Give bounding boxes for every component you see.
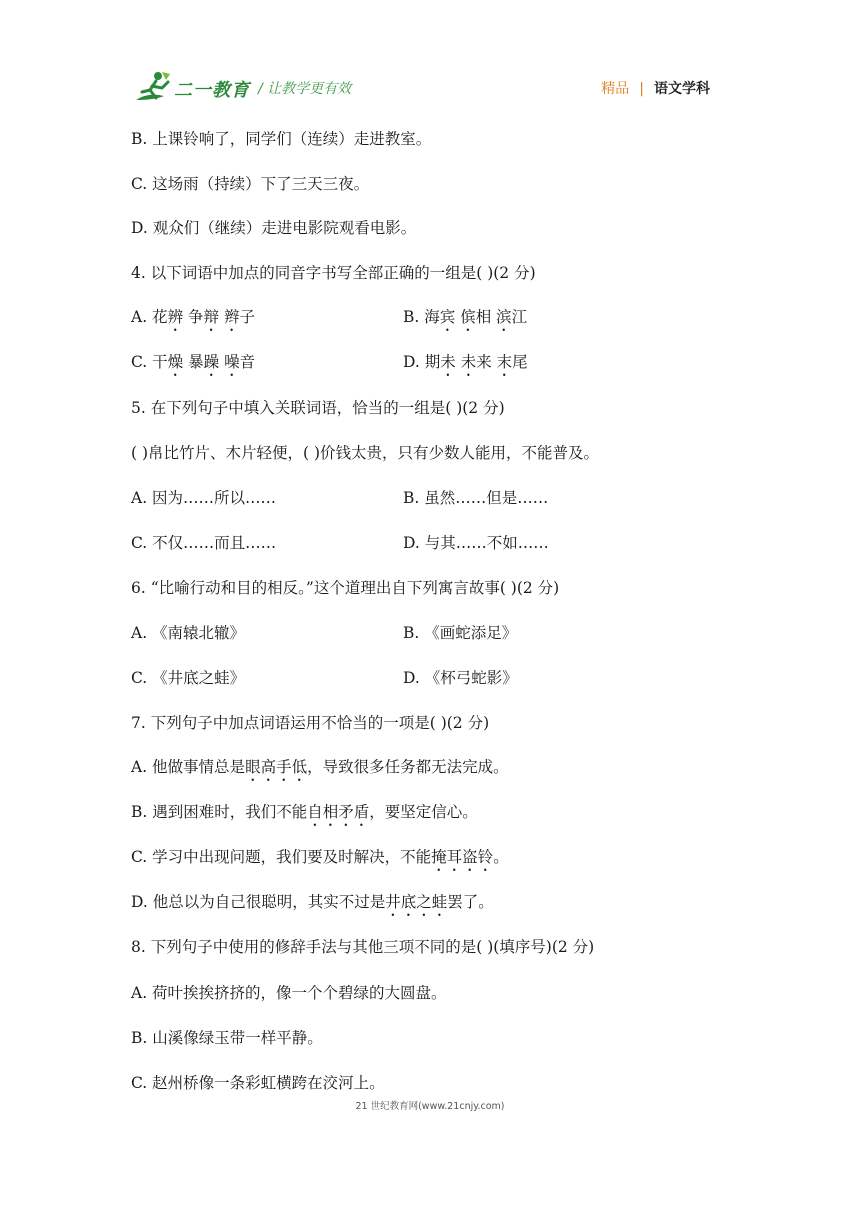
question-6: 6. “比喻行动和目的相反。”这个道理出自下列寓言故事( )(2 分) bbox=[131, 579, 560, 597]
page-header bbox=[0, 0, 860, 110]
option-a: A. 《南辕北辙》 bbox=[131, 624, 246, 642]
runner-logo-icon bbox=[134, 70, 174, 106]
question-7: 7. 下列句子中加点词语运用不恰当的一项是( )(2 分) bbox=[131, 714, 490, 732]
option-row bbox=[131, 306, 731, 328]
option-row bbox=[131, 532, 731, 554]
option-d: D. 与其……不如…… bbox=[403, 534, 549, 552]
option-row bbox=[131, 351, 731, 373]
option-c: C. 不仅……而且…… bbox=[131, 534, 277, 552]
option-row bbox=[131, 487, 731, 509]
page-footer: 21 世纪教育网(www.21cnjy.com) bbox=[355, 1101, 505, 1112]
question-5-sentence: ( )帛比竹片、木片轻便，( )价钱太贵，只有少数人能用，不能普及。 bbox=[131, 444, 600, 462]
option-a: A. 因为……所以…… bbox=[131, 489, 277, 507]
option-c: C. 赵州桥像一条彩虹横跨在洨河上。 bbox=[131, 1074, 385, 1092]
option-a: A. 荷叶挨挨挤挤的，像一个个碧绿的大圆盘。 bbox=[131, 984, 447, 1002]
option-b: B. 海宾 傧相 滨江 bbox=[403, 308, 528, 326]
subject-label: 语文学科 bbox=[654, 81, 710, 97]
quality-tag: 精品 bbox=[601, 81, 630, 97]
option-b: B. 虽然……但是…… bbox=[403, 489, 549, 507]
option-line: B. 上课铃响了，同学们（连续）走进教室。 bbox=[131, 130, 432, 148]
question-8: 8. 下列句子中使用的修辞手法与其他三项不同的是( )(填序号)(2 分) bbox=[131, 938, 595, 956]
option-line: C. 这场雨（持续）下了三天三夜。 bbox=[131, 175, 370, 193]
logo bbox=[134, 70, 250, 106]
option-c: C. 干燥 暴躁 噪音 bbox=[131, 353, 256, 371]
question-5: 5. 在下列句子中填入关联词语，恰当的一组是( )(2 分) bbox=[131, 399, 505, 417]
option-a: A. 花辨 争辩 辫子 bbox=[131, 308, 255, 326]
option-c: C. 《井底之蛙》 bbox=[131, 669, 246, 687]
slogan: / 让教学更有效 bbox=[258, 81, 352, 97]
header-separator: | bbox=[639, 81, 644, 97]
option-row bbox=[131, 622, 731, 644]
option-d: D. 《杯弓蛇影》 bbox=[403, 669, 518, 687]
option-row bbox=[131, 667, 731, 689]
option-b: B. 山溪像绿玉带一样平静。 bbox=[131, 1029, 323, 1047]
logo-text: 二一教育 bbox=[174, 80, 250, 101]
option-d: D. 他总以为自己很聪明，其实不过是井底之蛙罢了。 bbox=[131, 893, 494, 911]
option-b: B. 遇到困难时，我们不能自相矛盾，要坚定信心。 bbox=[131, 803, 478, 821]
header-tag-group bbox=[601, 78, 710, 98]
option-b: B. 《画蛇添足》 bbox=[403, 624, 518, 642]
option-d: D. 期未 未来 末尾 bbox=[403, 353, 528, 371]
option-line: D. 观众们（继续）走进电影院观看电影。 bbox=[131, 219, 417, 237]
question-4: 4. 以下词语中加点的同音字书写全部正确的一组是( )(2 分) bbox=[131, 264, 536, 282]
option-c: C. 学习中出现问题，我们要及时解决，不能掩耳盗铃。 bbox=[131, 848, 509, 866]
option-a: A. 他做事情总是眼高手低，导致很多任务都无法完成。 bbox=[131, 758, 509, 776]
